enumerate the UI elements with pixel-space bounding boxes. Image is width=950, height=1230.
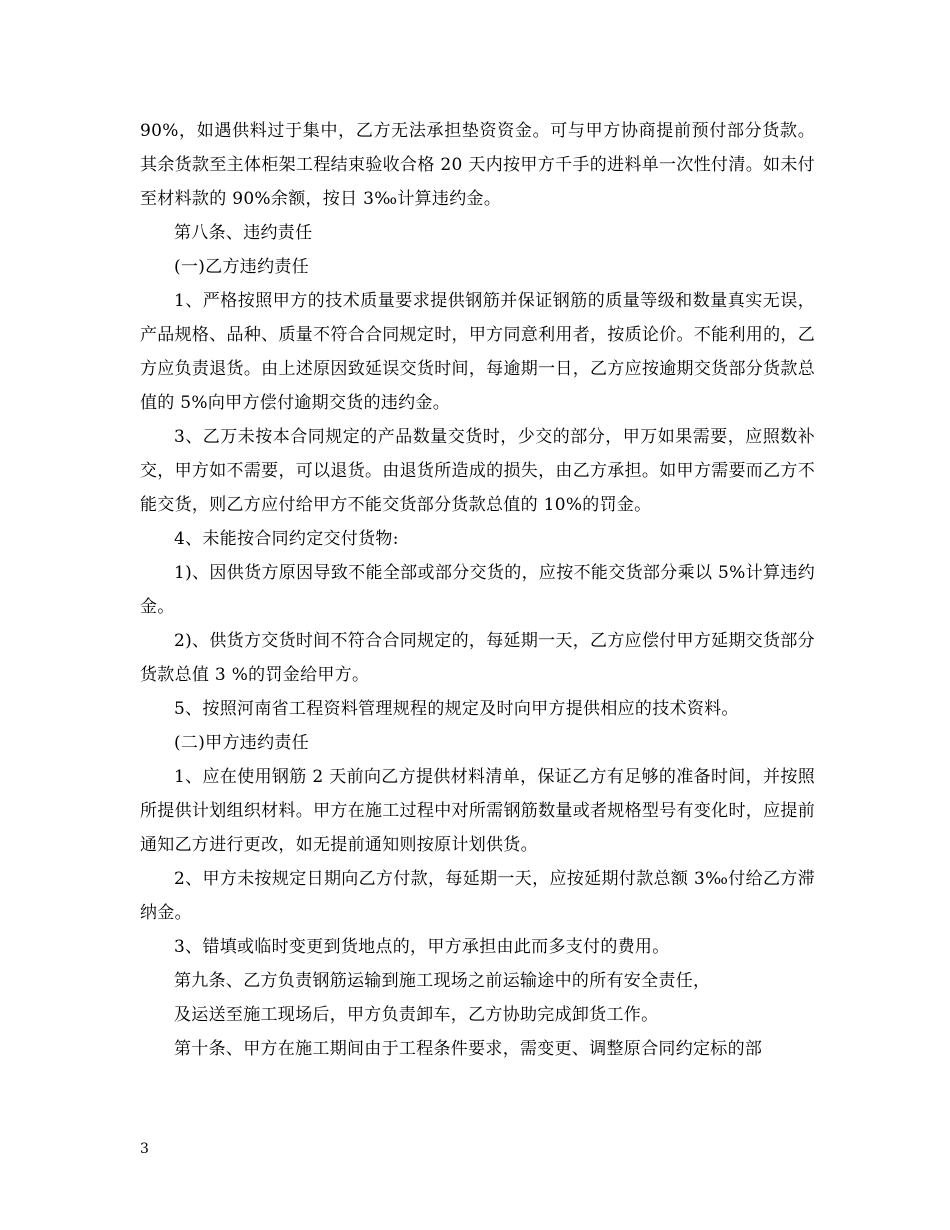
paragraph-1: 90%，如遇供料过于集中，乙方无法承担垫资资金。可与甲方协商提前预付部分货款。其余货款至主体柜架工程结束验收合格 20 天内按甲方千手的进料单一次性付清。如未付至材料款的 90%余额，按日 3‰计算违约金。 — [140, 121, 815, 209]
paragraph-late-payment: 2、甲方未按规定日期向乙方付款，每延期一天，应按延期付款总额 3‰付给乙方滞纳金。 — [140, 869, 815, 923]
party-b-liability-heading: (一)乙方违约责任 — [174, 257, 309, 277]
paragraph-delivery-location: 3、错填或临时变更到货地点的，甲方承担由此而多支付的费用。 — [174, 937, 670, 957]
paragraph-delivery-heading: 4、未能按合同约定交付货物: — [174, 529, 399, 549]
paragraph-quantity-clause: 3、乙万未按本合同规定的产品数量交货时，少交的部分，甲万如果需要，应照数补交，甲方如不需要，可以退货。由退货所造成的损失，由乙方承担。如甲方需要而乙方不能交货，则乙方应付给甲方不能交货部分货款总值的 10%的罚金。 — [140, 427, 815, 515]
paragraph-delivery-item-2: 2)、供货方交货时间不符合合同规定的，每延期一天，乙方应偿付甲方延期交货部分货款总值 3 %的罚金给甲方。 — [140, 631, 815, 685]
article-10-line-1: 第十条、甲方在施工期间由于工程条件要求，需变更、调整原合同约定标的部 — [174, 1039, 763, 1059]
paragraph-material-list: 1、应在使用钢筋 2 天前向乙方提供材料清单，保证乙方有足够的准备时间，并按照所提供计划组织材料。甲方在施工过程中对所需钢筋数量或者规格型号有变化时，应提前通知乙方进行更改，如无提前通知则按原计划供货。 — [140, 767, 815, 855]
paragraph-delivery-item-1: 1)、因供货方原因导致不能全部或部分交货的，应按不能交货部分乘以 5%计算违约金。 — [140, 563, 815, 617]
page-number: 3 — [140, 1141, 149, 1157]
article-9-line-2: 及运送至施工现场后，甲方负责卸车，乙方协助完成卸货工作。 — [174, 1005, 659, 1025]
party-a-liability-heading: (二)甲方违约责任 — [174, 733, 309, 753]
document-body — [140, 114, 815, 1066]
paragraph-technical-docs: 5、按照河南省工程资料管理规程的规定及时向甲方提供相应的技术资料。 — [174, 699, 739, 719]
article-8-heading: 第八条、违约责任 — [174, 223, 313, 243]
article-9-line-1: 第九条、乙方负责钢筋运输到施工现场之前运输途中的所有安全责任， — [174, 971, 711, 991]
paragraph-quality-clause: 1、严格按照甲方的技术质量要求提供钢筋并保证钢筋的质量等级和数量真实无误，产品规格、品种、质量不符合合同规定时，甲方同意利用者，按质论价。不能利用的，乙方应负责退货。由上述原因致延误交货时间，每逾期一日，乙方应按逾期交货部分货款总值的 5%向甲方偿付逾期交货的违约金。 — [140, 291, 815, 413]
